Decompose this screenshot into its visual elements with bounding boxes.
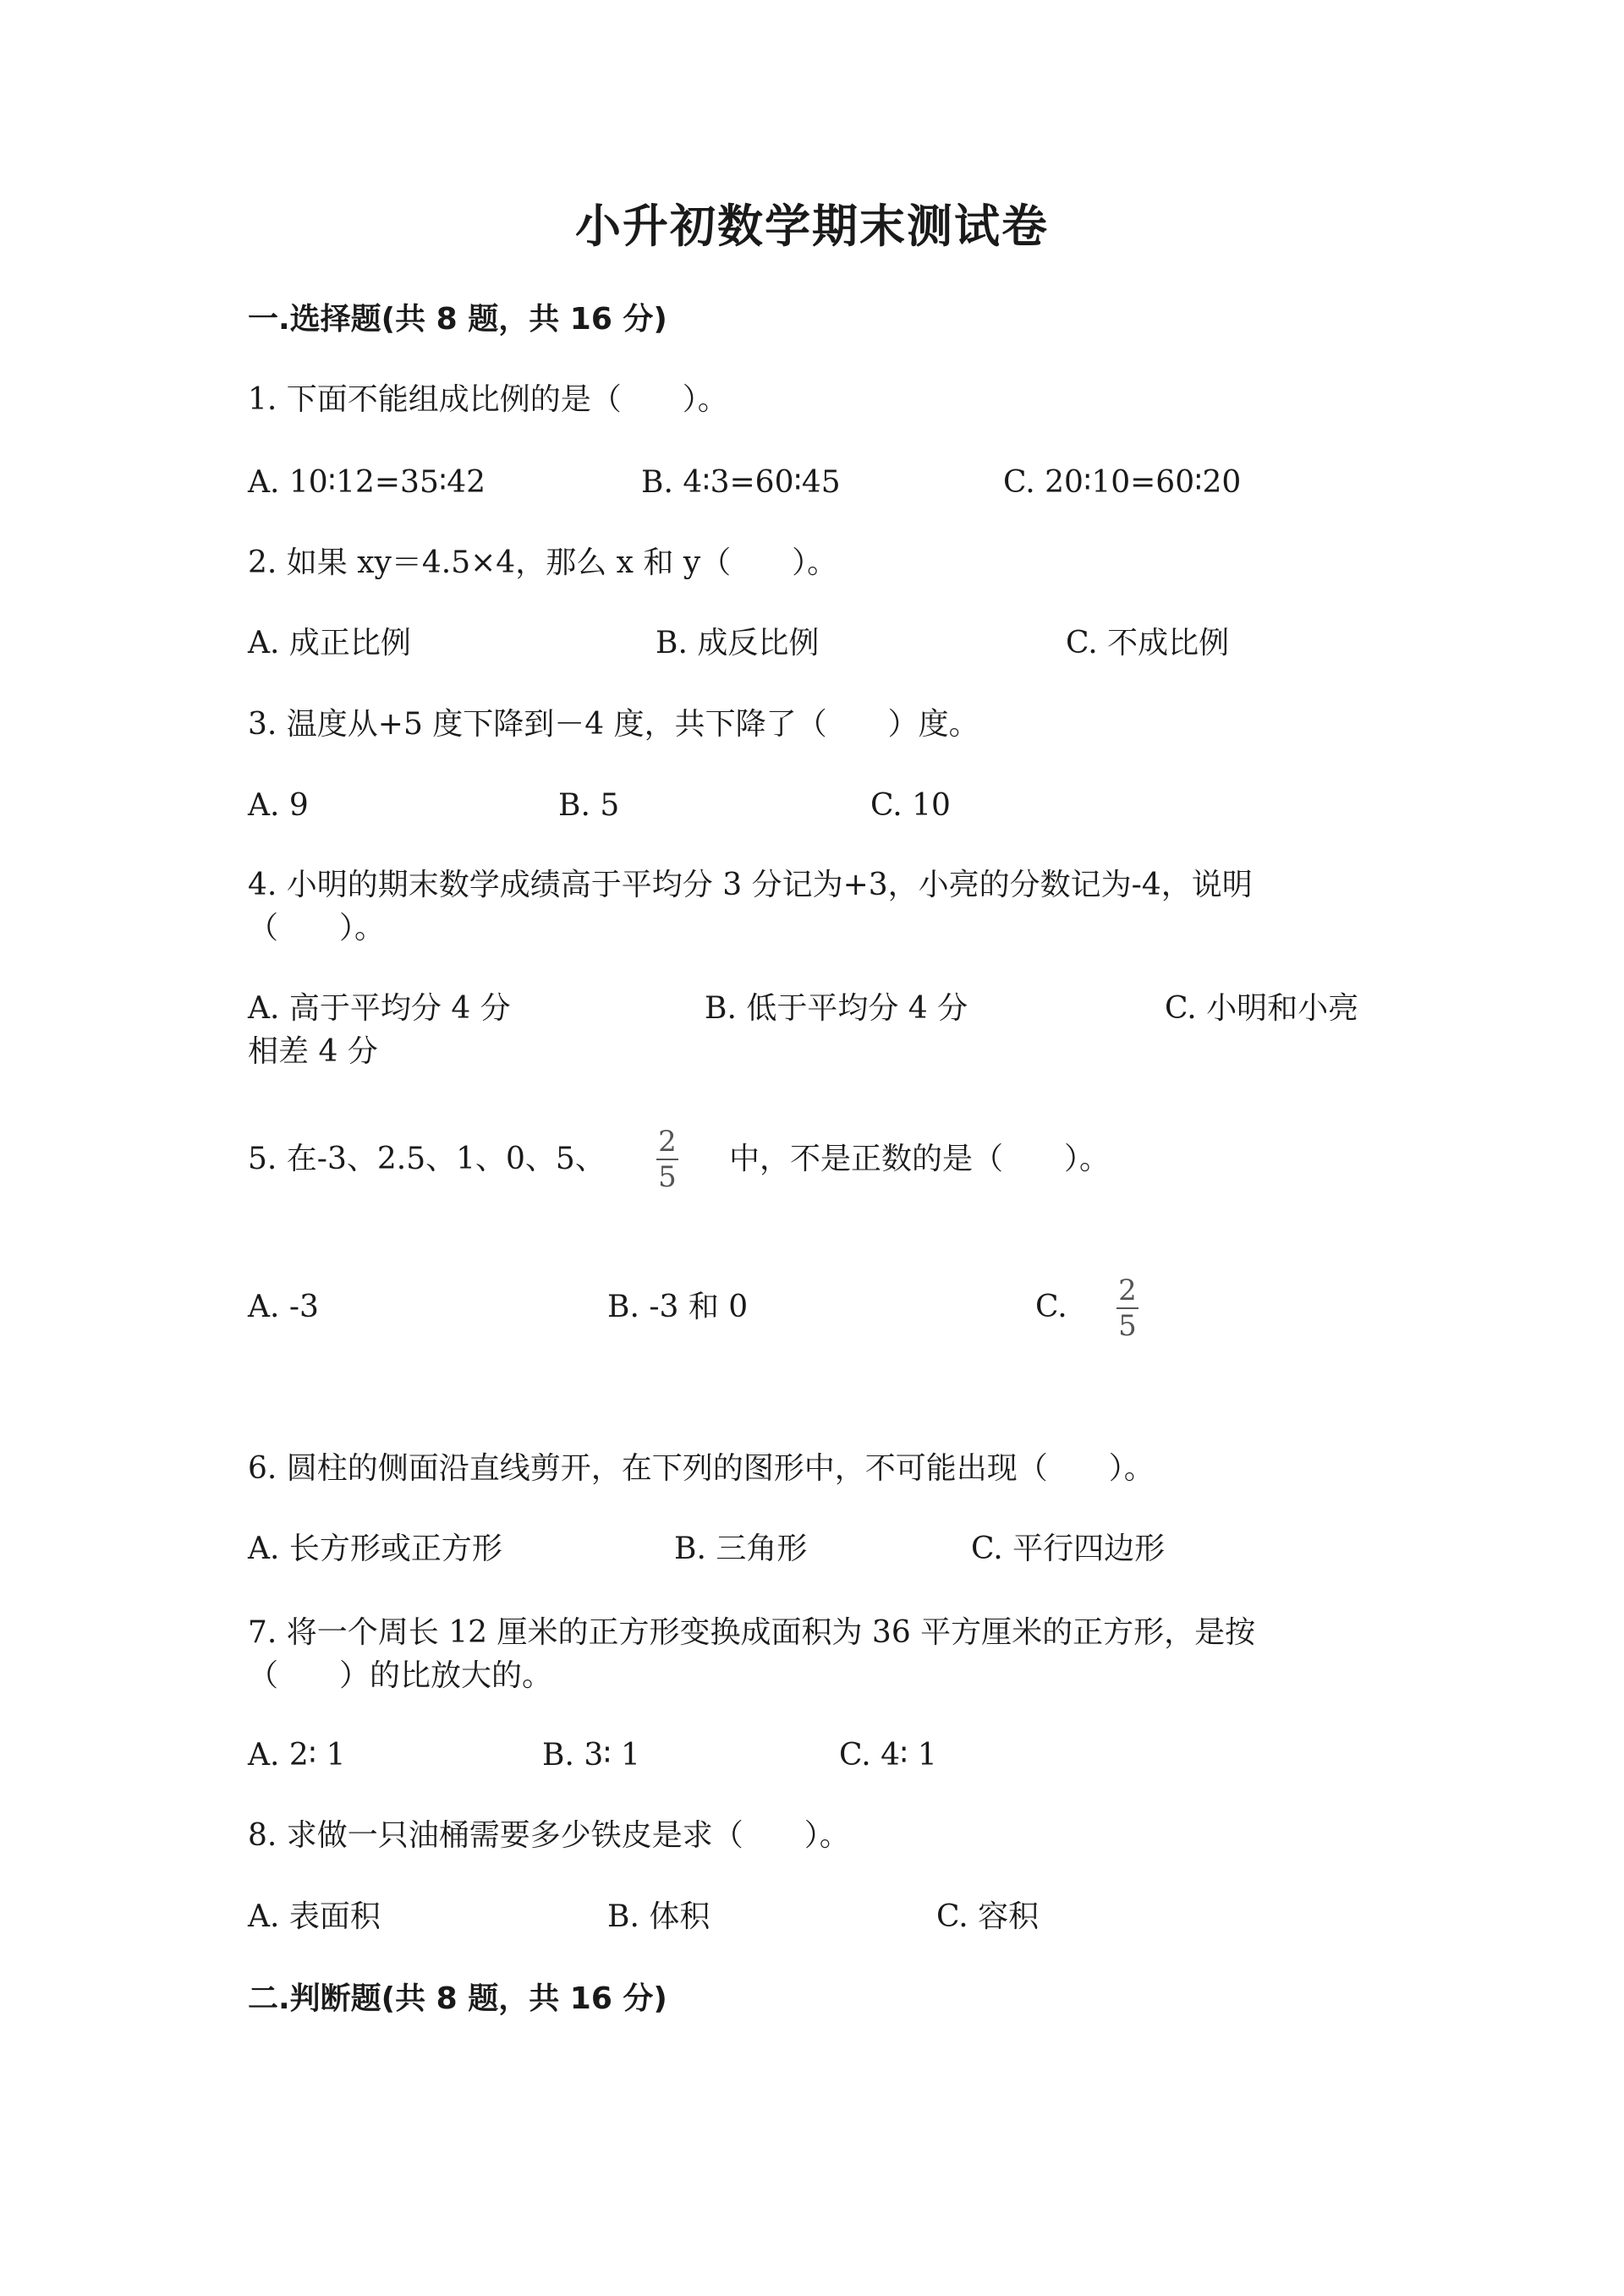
q4-option-c: C. 小明和小亮 [1165, 991, 1359, 1026]
q5-option-c-fraction [1116, 1275, 1138, 1341]
q7-option-a: A. 2∶ 1 [248, 1738, 346, 1773]
question-6: 6. 圆柱的侧面沿直线剪开，在下列的图形中，不可能出现（ ）。 [248, 1451, 1155, 1486]
q8-option-c: C. 容积 [936, 1899, 1040, 1934]
q7-option-b: B. 3∶ 1 [542, 1738, 640, 1773]
q3-option-b: B. 5 [558, 788, 620, 823]
question-5-text-tail: 中，不是正数的是（ ）。 [729, 1142, 1111, 1176]
q3-option-a: A. 9 [248, 788, 309, 823]
section-heading-judgment: 二.判断题(共 8 题，共 16 分) [248, 1981, 667, 2016]
question-7-line-1: 7. 将一个周长 12 厘米的正方形变换成面积为 36 平方厘米的正方形，是按 [248, 1615, 1256, 1650]
q1-option-a: A. 10∶12=35∶42 [248, 465, 486, 500]
q1-option-b: B. 4∶3=60∶45 [641, 465, 841, 500]
q2-option-b: B. 成反比例 [656, 626, 820, 660]
q1-option-c: C. 20∶10=60∶20 [1003, 465, 1242, 500]
q2-option-a: A. 成正比例 [248, 626, 411, 660]
question-4-line-2: （ ）。 [248, 911, 386, 945]
question-8: 8. 求做一只油桶需要多少铁皮是求（ ）。 [248, 1818, 850, 1853]
question-1: 1. 下面不能组成比例的是（ ）。 [248, 382, 728, 417]
fraction-denominator: 5 [1118, 1309, 1137, 1343]
q4-option-a: A. 高于平均分 4 分 [248, 991, 511, 1026]
q4-option-b: B. 低于平均分 4 分 [705, 991, 968, 1026]
q5-option-b: B. -3 和 0 [607, 1290, 749, 1324]
question-4-line-1: 4. 小明的期末数学成绩高于平均分 3 分记为+3，小亮的分数记为-4，说明 [248, 868, 1253, 902]
fraction-numerator: 2 [1118, 1274, 1137, 1307]
q2-option-c: C. 不成比例 [1066, 626, 1230, 660]
q8-option-a: A. 表面积 [248, 1899, 381, 1934]
fraction-denominator: 5 [658, 1160, 677, 1194]
page-title: 小升初数学期末测试卷 [575, 199, 1049, 253]
question-3: 3. 温度从+5 度下降到－4 度，共下降了（ ）度。 [248, 707, 979, 742]
q6-option-b: B. 三角形 [674, 1532, 808, 1566]
q7-option-c: C. 4∶ 1 [839, 1738, 937, 1773]
q6-option-a: A. 长方形或正方形 [248, 1532, 502, 1566]
q5-option-c: C. [1035, 1290, 1067, 1324]
q5-option-a: A. -3 [248, 1290, 319, 1324]
q3-option-c: C. 10 [870, 788, 951, 823]
question-7-line-2: （ ）的比放大的。 [248, 1658, 553, 1693]
question-5-text: 5. 在-3、2.5、1、0、5、 [248, 1142, 606, 1176]
q5-fraction [656, 1126, 678, 1192]
section-heading-choice: 一.选择题(共 8 题，共 16 分) [248, 302, 667, 337]
q8-option-b: B. 体积 [607, 1899, 710, 1934]
q6-option-c: C. 平行四边形 [971, 1532, 1166, 1566]
q4-option-c-continued: 相差 4 分 [248, 1034, 378, 1069]
question-2: 2. 如果 xy＝4.5×4，那么 x 和 y（ ）。 [248, 545, 838, 580]
fraction-numerator: 2 [658, 1125, 677, 1159]
